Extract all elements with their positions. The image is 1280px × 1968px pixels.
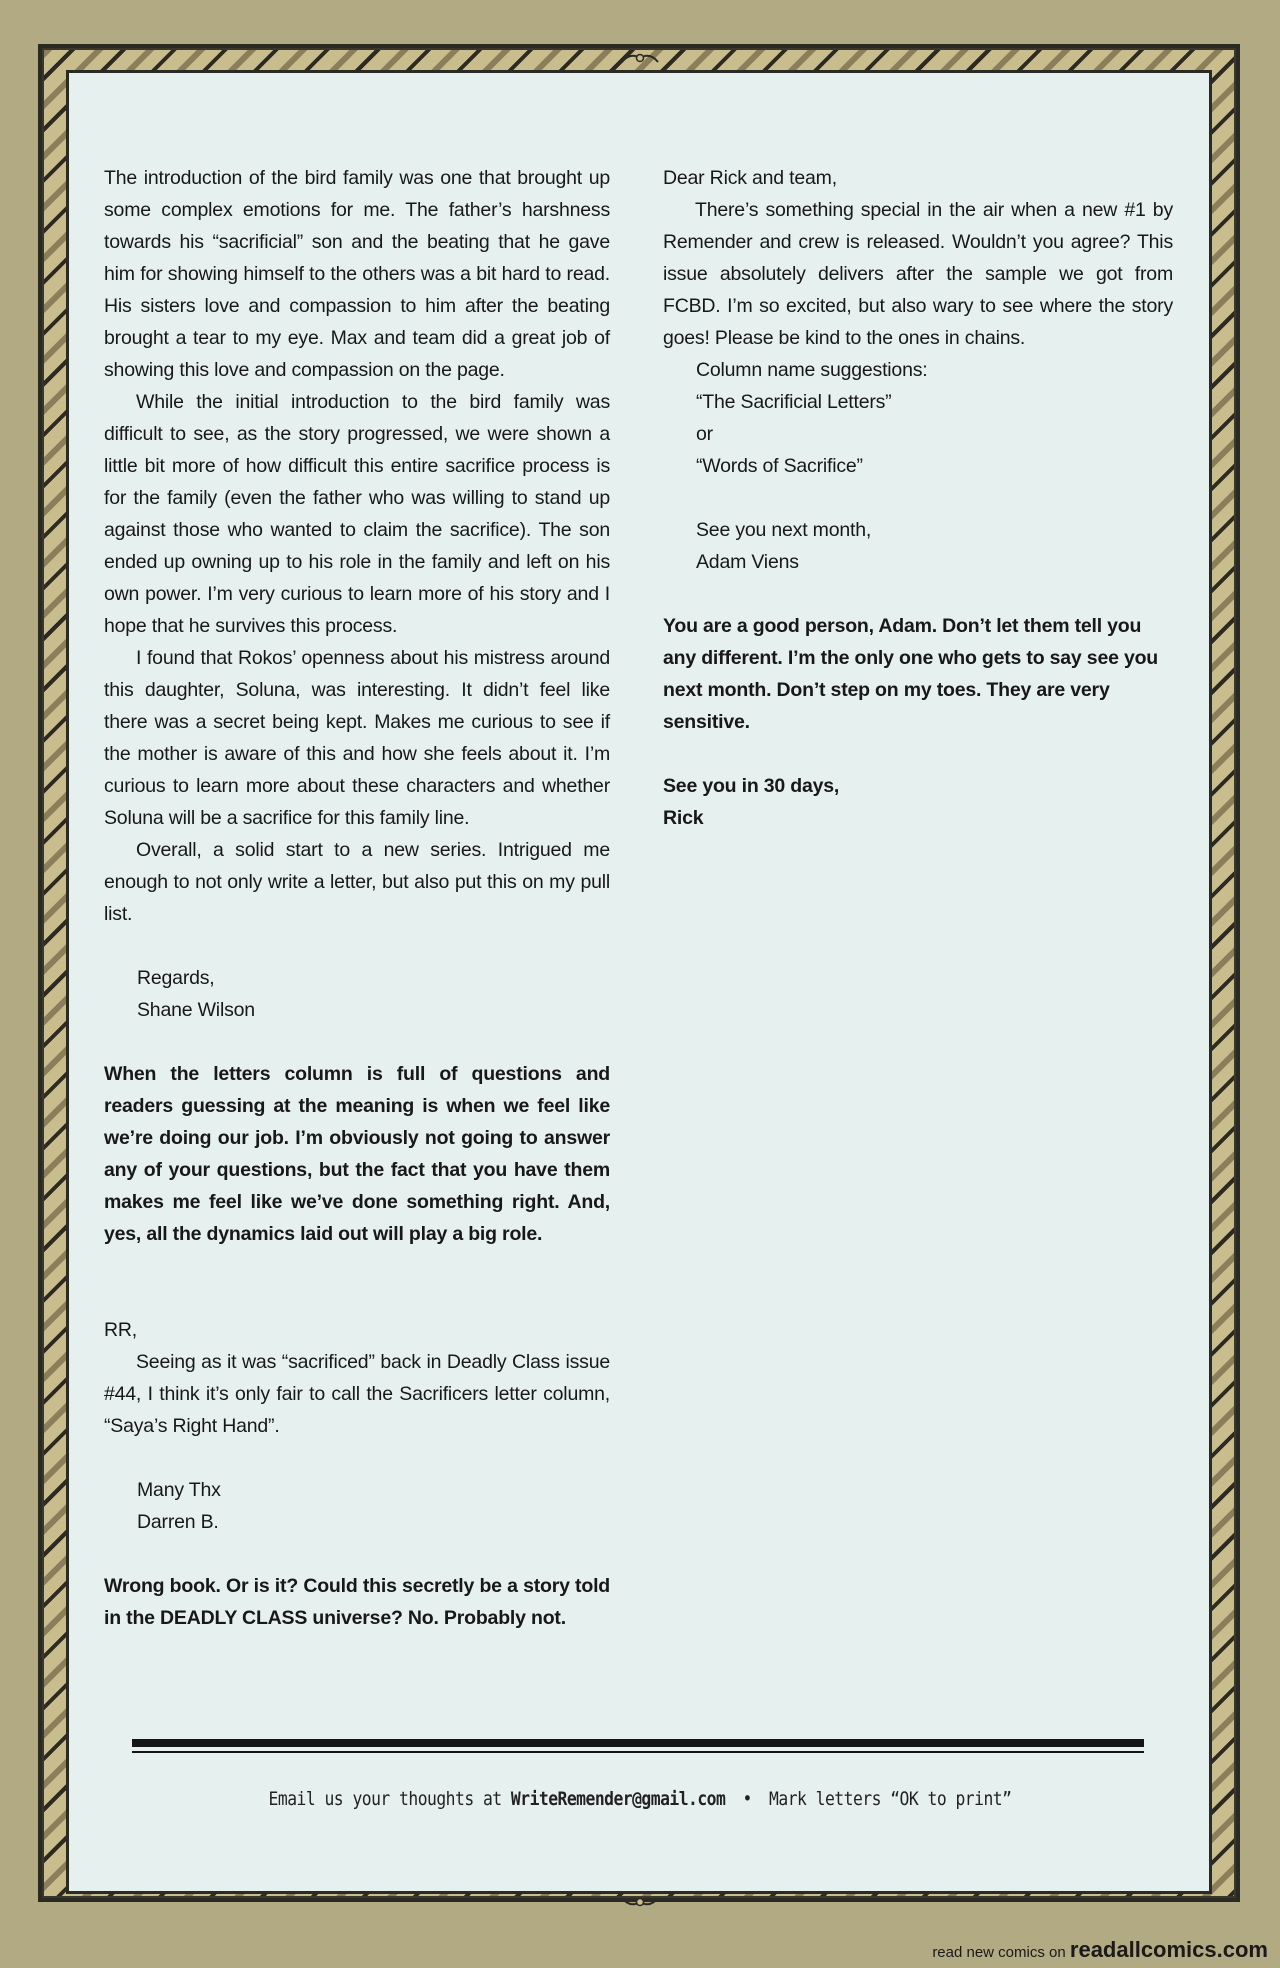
footer-divider (132, 1739, 1144, 1747)
footer-email-link[interactable]: WriteRemender@gmail.com (510, 1788, 726, 1810)
footer-note: Mark letters “OK to print” (769, 1788, 1012, 1810)
letter2-body: Seeing as it was “sacrificed” back in Deadly Class issue #44, I think it’s only fair to call the Sacrificers letter column, “Saya’s Right Hand”. (104, 1351, 610, 1437)
letter3-suggestion: “Words of Sacrifice” (696, 455, 863, 477)
letter2-response: Wrong book. Or is it? Could this secretly be a story told in the DEADLY CLASS universe? No. Probably not. (104, 1575, 610, 1629)
letter1-signature: Shane Wilson (137, 999, 255, 1021)
site-watermark (932, 1935, 1268, 1965)
letters-right-column (663, 162, 1173, 834)
letter3-response: You are a good person, Adam. Don’t let them tell you any different. I’m the only one who gets to say see you next month. Don’t step on my toes. They are very sensitive. (663, 615, 1159, 733)
letter3-body: There’s something special in the air when a new #1 by Remender and crew is released. Wouldn’t you agree? This issue absolutely delivers after the sample we got from FCBD. I’m so excited, but also wary to see where the story goes! Please be kind to the ones in chains. (663, 199, 1173, 349)
letter3-salutation: Dear Rick and team, (663, 167, 837, 189)
top-ornament (620, 52, 660, 64)
footer-prefix: Email us your thoughts at (268, 1788, 511, 1810)
letter1-paragraph: The introduction of the bird family was one that brought up some complex emotions for me. The father’s harshness towards his “sacrificial” son and the beating that he gave him for showing himself to the others was a bit hard to read. His sisters love and compassion to him after the beating brought a tear to my eye. Max and team did a great job of showing this love and compassion on the page. (104, 167, 610, 381)
letter1-closing: Regards, (137, 967, 215, 989)
footer-divider-thin (132, 1751, 1144, 1753)
letter3-suggestion: “The Sacrificial Letters” (696, 391, 892, 413)
letters-left-column (104, 162, 610, 1634)
letter1-paragraph: Overall, a solid start to a new series. Intrigued me enough to not only write a letter, but also put this on my pull list. (104, 839, 610, 925)
footer-separator: • (742, 1788, 752, 1810)
bottom-ornament (620, 1896, 660, 1908)
watermark-brand-link[interactable]: readallcomics.com (1069, 1937, 1268, 1962)
letter3-signature: Adam Viens (696, 551, 799, 573)
letter1-response: When the letters column is full of questions and readers guessing at the meaning is when we feel like we’re doing our job. I’m obviously not going to answer any of your questions, but the fact that you have them makes me feel like we’ve done something right. And, yes, all the dynamics laid out will play a big role. (104, 1063, 610, 1245)
letter1-paragraph: I found that Rokos’ openness about his mistress around this daughter, Soluna, was interesting. It didn’t feel like there was a secret being kept. Makes me curious to see if the mother is aware of this and how she feels about it. I’m curious to learn more about these characters and whether Soluna will be a sacrifice for this family line. (104, 647, 610, 829)
letter2-signature: Darren B. (137, 1511, 219, 1533)
letter3-or: or (696, 423, 713, 445)
letter3-suggestions-label: Column name suggestions: (696, 359, 928, 381)
letter3-closing: See you next month, (696, 519, 872, 541)
letter2-salutation: RR, (104, 1319, 137, 1341)
letter3-signoff: See you in 30 days, (663, 775, 840, 797)
watermark-prefix: read new comics on (932, 1944, 1066, 1961)
letter2-closing: Many Thx (137, 1479, 221, 1501)
letter1-paragraph: While the initial introduction to the bird family was difficult to see, as the story progressed, we were shown a little bit more of how difficult this entire sacrifice process is for the family (even the father who was willing to stand up against those who wanted to claim the sacrifice). The son ended up owning up to his role in the family and left on his own power. I’m very curious to learn more of his story and I hope that he survives this process. (104, 391, 610, 637)
letter3-signoff-name: Rick (663, 807, 704, 829)
footer-contact (210, 1788, 1070, 1810)
